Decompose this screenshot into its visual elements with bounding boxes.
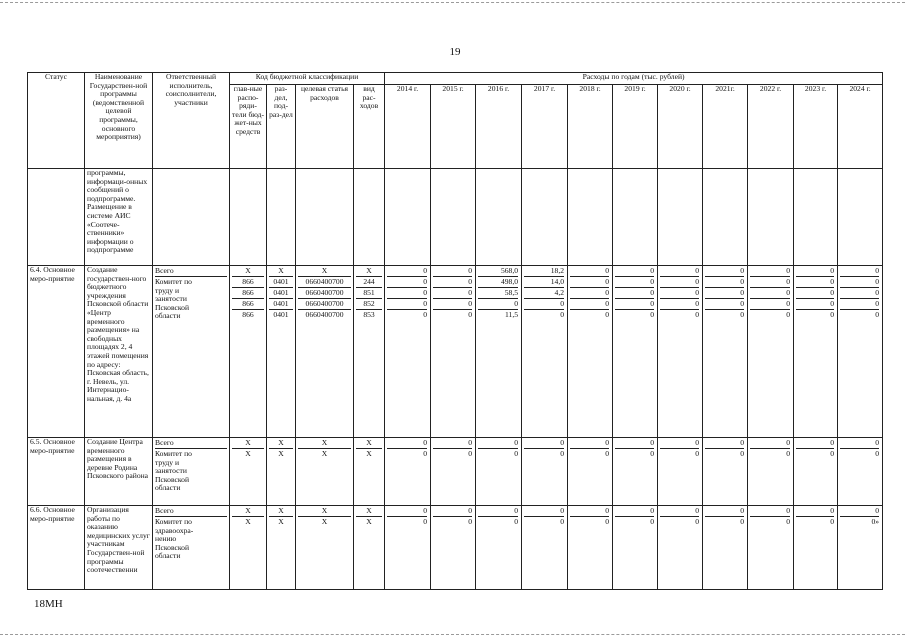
code-value: X xyxy=(269,266,293,277)
code-value: 0660400700 xyxy=(298,299,351,310)
amount-value: 0 xyxy=(478,506,518,517)
amount-value: 0 xyxy=(750,506,790,517)
year-cell xyxy=(522,506,568,590)
empty-cell xyxy=(431,169,476,266)
code-admin-cell xyxy=(230,438,267,506)
year-cell xyxy=(794,266,838,438)
header-status: Статус xyxy=(28,73,85,169)
year-cell xyxy=(522,438,568,506)
code-value: 244 xyxy=(356,277,382,288)
code-section-cell xyxy=(267,438,296,506)
empty-cell xyxy=(267,169,296,266)
code-admin-cell xyxy=(230,506,267,590)
header-code-target: целевая статья расходов xyxy=(296,85,354,169)
amount-value: 0 xyxy=(840,299,879,310)
code-value: X xyxy=(269,438,293,449)
amount-value: 0 xyxy=(830,517,835,526)
status-cell: 6.6. Основное меро-приятие xyxy=(28,506,85,590)
amount-value: 0 xyxy=(786,517,791,526)
amount-value: 0 xyxy=(750,277,790,288)
empty-cell xyxy=(476,169,522,266)
amount-value: 0 xyxy=(615,288,654,299)
year-cell xyxy=(748,506,794,590)
amount-value: 0 xyxy=(387,288,427,299)
code-kind-cell xyxy=(354,438,385,506)
amount-value: 0 xyxy=(433,438,472,449)
code-value: X xyxy=(366,449,372,458)
header-year: 2024 г. xyxy=(838,85,883,169)
year-cell xyxy=(613,266,658,438)
year-cell xyxy=(794,506,838,590)
amount-value: 0 xyxy=(478,438,518,449)
code-value: 852 xyxy=(356,299,382,310)
header-code-kind: вид рас-ходов xyxy=(354,85,385,169)
amount-value: 498,0 xyxy=(478,277,518,288)
amount-value: 11,5 xyxy=(505,310,519,319)
code-kind-cell xyxy=(354,506,385,590)
year-cell xyxy=(568,266,613,438)
code-target-cell xyxy=(296,266,354,438)
amount-value: 0 xyxy=(740,517,745,526)
amount-value: 0 xyxy=(605,310,610,319)
empty-cell xyxy=(385,169,431,266)
code-admin-cell xyxy=(230,266,267,438)
code-value: X xyxy=(356,266,382,277)
amount-value: 0 xyxy=(660,506,699,517)
amount-value: 0 xyxy=(875,310,880,319)
amount-value: 0 xyxy=(660,438,699,449)
year-cell xyxy=(476,266,522,438)
empty-cell xyxy=(354,169,385,266)
code-value: 866 xyxy=(232,277,264,288)
resp-total: Всего xyxy=(155,506,227,517)
amount-value: 0 xyxy=(560,517,565,526)
amount-value: 0 xyxy=(786,449,791,458)
year-cell xyxy=(703,506,748,590)
continuation-text: программы, информаци-онных сообщений о подпрограмме. Размещение в системе АИС «Соотече-ственники» информации о подпрограмме xyxy=(85,169,153,266)
code-value: 0401 xyxy=(269,299,293,310)
budget-table xyxy=(27,72,883,590)
code-value: X xyxy=(298,266,351,277)
resp-committee: Комитет по труду и занятости Псковской области xyxy=(155,449,192,493)
header-year: 2016 г. xyxy=(476,85,522,169)
amount-value: 0 xyxy=(570,506,609,517)
amount-value: 0 xyxy=(433,506,472,517)
empty-cell xyxy=(296,169,354,266)
amount-value: 0 xyxy=(468,310,473,319)
code-value: X xyxy=(356,438,382,449)
year-cell xyxy=(794,438,838,506)
continuation-row xyxy=(28,169,883,266)
code-value: 0660400700 xyxy=(298,288,351,299)
group-row-6-4 xyxy=(28,266,883,438)
year-cell xyxy=(658,506,703,590)
amount-value: 0 xyxy=(478,299,518,310)
header-year: 2017 г. xyxy=(522,85,568,169)
year-cell xyxy=(748,266,794,438)
amount-value: 0 xyxy=(796,506,834,517)
footer-code: 18МН xyxy=(34,598,63,610)
responsible-cell xyxy=(153,438,230,506)
amount-value: 0 xyxy=(695,449,700,458)
amount-value: 0 xyxy=(840,266,879,277)
code-section-cell xyxy=(267,506,296,590)
amount-value: 0 xyxy=(740,449,745,458)
empty-cell xyxy=(658,169,703,266)
amount-value: 18,2 xyxy=(524,266,564,277)
code-value: X xyxy=(232,266,264,277)
amount-value: 0 xyxy=(570,266,609,277)
year-cell xyxy=(658,438,703,506)
amount-value: 0 xyxy=(840,288,879,299)
amount-value: 0 xyxy=(524,438,564,449)
group-row-6-6 xyxy=(28,506,883,590)
amount-value: 0 xyxy=(705,506,744,517)
amount-value: 0 xyxy=(615,299,654,310)
amount-value: 0 xyxy=(875,449,880,458)
empty-cell xyxy=(28,169,85,266)
code-value: X xyxy=(269,506,293,517)
code-value: 0401 xyxy=(273,310,289,319)
year-cell xyxy=(522,266,568,438)
year-cell xyxy=(613,438,658,506)
resp-committee: Комитет по труду и занятости Псковской области xyxy=(155,277,192,321)
amount-value: 0 xyxy=(468,449,473,458)
code-value: 866 xyxy=(232,288,264,299)
code-value: X xyxy=(232,506,264,517)
amount-value: 0 xyxy=(433,299,472,310)
amount-value: 0 xyxy=(695,310,700,319)
status-cell: 6.4. Основное меро-приятие xyxy=(28,266,85,438)
year-cell xyxy=(658,266,703,438)
header-budget-code: Код бюджетной классификации xyxy=(230,73,385,85)
amount-value: 0 xyxy=(796,288,834,299)
year-cell xyxy=(476,438,522,506)
code-target-cell xyxy=(296,506,354,590)
code-value: 851 xyxy=(356,288,382,299)
code-kind-cell xyxy=(354,266,385,438)
amount-value: 0 xyxy=(433,277,472,288)
amount-value: 0 xyxy=(560,310,565,319)
amount-value: 0 xyxy=(524,299,564,310)
amount-value: 0 xyxy=(615,266,654,277)
amount-value: 0 xyxy=(514,517,519,526)
amount-value: 0 xyxy=(423,449,428,458)
amount-value: 0 xyxy=(387,277,427,288)
amount-value: 0 xyxy=(570,299,609,310)
amount-value: 0 xyxy=(570,438,609,449)
amount-value: 0 xyxy=(705,438,744,449)
amount-value: 0 xyxy=(387,266,427,277)
amount-value: 0 xyxy=(740,310,745,319)
amount-value: 0 xyxy=(570,288,609,299)
amount-value: 0 xyxy=(695,517,700,526)
amount-value: 0 xyxy=(750,438,790,449)
year-cell xyxy=(385,266,431,438)
year-cell xyxy=(703,266,748,438)
header-name: Наименование Государствен-ной программы (ведомственной целевой программы, основного мероприятия) xyxy=(85,73,153,169)
header-year: 2015 г. xyxy=(431,85,476,169)
empty-cell xyxy=(522,169,568,266)
amount-value: 0 xyxy=(830,449,835,458)
header-year: 2022 г. xyxy=(748,85,794,169)
amount-value: 0 xyxy=(615,506,654,517)
header-row-top xyxy=(28,73,883,85)
year-cell xyxy=(703,438,748,506)
amount-value: 0 xyxy=(433,288,472,299)
empty-cell xyxy=(703,169,748,266)
scan-top-edge xyxy=(0,2,905,3)
code-value: 0401 xyxy=(269,277,293,288)
header-year: 2020 г. xyxy=(658,85,703,169)
code-value: X xyxy=(321,517,328,526)
empty-cell xyxy=(230,169,267,266)
code-value: X xyxy=(278,517,284,526)
amount-value: 0 xyxy=(650,449,655,458)
code-value: X xyxy=(321,449,328,458)
amount-value: 0 xyxy=(423,310,428,319)
amount-value: 0 xyxy=(660,277,699,288)
amount-value: 58,5 xyxy=(478,288,518,299)
amount-value: 0 xyxy=(786,310,791,319)
header-expenses: Расходы по годам (тыс. рублей) xyxy=(385,73,883,85)
page-number: 19 xyxy=(449,46,461,58)
amount-value: 4,2 xyxy=(524,288,564,299)
code-value: X xyxy=(245,517,251,526)
code-value: 0660400700 xyxy=(298,277,351,288)
amount-value: 0 xyxy=(750,288,790,299)
name-cell: Создание государствен-ного бюджетного учреждения Псковской области «Центр временного размещения» на свободных площадях 2, 4 этажей помещения по адресу: Псковская область, г. Невель, ул. Интернацио-нальная, д. 4а xyxy=(85,266,153,438)
header-code-section: раз-дел, под-раз-дел xyxy=(267,85,296,169)
amount-value: 0 xyxy=(423,517,428,526)
amount-value: 0 xyxy=(830,310,835,319)
header-year: 2021г. xyxy=(703,85,748,169)
amount-value: 0 xyxy=(605,517,610,526)
amount-value: 14,0 xyxy=(524,277,564,288)
amount-value: 0 xyxy=(605,449,610,458)
code-value: 853 xyxy=(363,310,375,319)
empty-cell xyxy=(838,169,883,266)
header-year: 2019 г. xyxy=(613,85,658,169)
code-value: X xyxy=(232,438,264,449)
code-value: X xyxy=(245,449,251,458)
year-cell xyxy=(748,438,794,506)
code-value: 0660400700 xyxy=(305,310,344,319)
amount-value: 0 xyxy=(796,438,834,449)
amount-value: 0 xyxy=(524,506,564,517)
responsible-cell xyxy=(153,506,230,590)
header-year: 2014 г. xyxy=(385,85,431,169)
amount-value: 0 xyxy=(570,277,609,288)
year-cell xyxy=(838,438,883,506)
year-cell xyxy=(838,506,883,590)
amount-value: 0 xyxy=(796,299,834,310)
resp-committee: Комитет по здравоохра-нению Псковской области xyxy=(155,517,194,561)
amount-value: 0 xyxy=(387,438,427,449)
amount-value: 0 xyxy=(750,299,790,310)
amount-value: 0 xyxy=(514,449,519,458)
amount-value: 0 xyxy=(615,438,654,449)
code-value: 0401 xyxy=(269,288,293,299)
amount-value: 0 xyxy=(840,506,879,517)
group-row-6-5 xyxy=(28,438,883,506)
year-cell xyxy=(568,506,613,590)
code-value: X xyxy=(298,506,351,517)
code-value: X xyxy=(298,438,351,449)
amount-value: 0 xyxy=(387,299,427,310)
amount-value: 0 xyxy=(705,288,744,299)
amount-value: 0 xyxy=(650,517,655,526)
amount-value: 0 xyxy=(433,266,472,277)
amount-value: 0 xyxy=(840,438,879,449)
code-value: 866 xyxy=(242,310,254,319)
year-cell xyxy=(613,506,658,590)
year-cell xyxy=(568,438,613,506)
name-cell: Создание Центра временного размещения в деревне Родина Псковского района xyxy=(85,438,153,506)
amount-value: 0 xyxy=(750,266,790,277)
amount-value: 0 xyxy=(387,506,427,517)
year-cell xyxy=(385,438,431,506)
code-value: X xyxy=(278,449,284,458)
header-code-admin: глав-ные распо-ряди-тели бюд-жет-ных средств xyxy=(230,85,267,169)
amount-value: 0 xyxy=(796,277,834,288)
amount-value: 0» xyxy=(871,517,880,526)
resp-total: Всего xyxy=(155,266,227,277)
code-value: X xyxy=(366,517,372,526)
year-cell xyxy=(431,438,476,506)
header-year: 2018 г. xyxy=(568,85,613,169)
year-cell xyxy=(838,266,883,438)
amount-value: 0 xyxy=(560,449,565,458)
year-cell xyxy=(385,506,431,590)
resp-total: Всего xyxy=(155,438,227,449)
amount-value: 0 xyxy=(615,277,654,288)
amount-value: 0 xyxy=(796,266,834,277)
amount-value: 0 xyxy=(660,266,699,277)
empty-cell xyxy=(153,169,230,266)
amount-value: 0 xyxy=(660,288,699,299)
code-value: 866 xyxy=(232,299,264,310)
code-section-cell xyxy=(267,266,296,438)
amount-value: 0 xyxy=(705,299,744,310)
amount-value: 0 xyxy=(705,277,744,288)
name-cell: Организация работы по оказанию медицинских услуг участникам Государствен-ной программы соотечественни xyxy=(85,506,153,590)
header-year: 2023 г. xyxy=(794,85,838,169)
amount-value: 0 xyxy=(705,266,744,277)
responsible-cell xyxy=(153,266,230,438)
empty-cell xyxy=(748,169,794,266)
scan-bottom-edge xyxy=(0,634,905,635)
amount-value: 0 xyxy=(660,299,699,310)
year-cell xyxy=(431,266,476,438)
amount-value: 0 xyxy=(468,517,473,526)
year-cell xyxy=(431,506,476,590)
empty-cell xyxy=(613,169,658,266)
empty-cell xyxy=(794,169,838,266)
status-cell: 6.5. Основное меро-приятие xyxy=(28,438,85,506)
code-target-cell xyxy=(296,438,354,506)
header-responsible: Ответственный исполнитель, соисполнители, участники xyxy=(153,73,230,169)
code-value: X xyxy=(356,506,382,517)
year-cell xyxy=(476,506,522,590)
amount-value: 568,0 xyxy=(478,266,518,277)
amount-value: 0 xyxy=(840,277,879,288)
empty-cell xyxy=(568,169,613,266)
amount-value: 0 xyxy=(650,310,655,319)
